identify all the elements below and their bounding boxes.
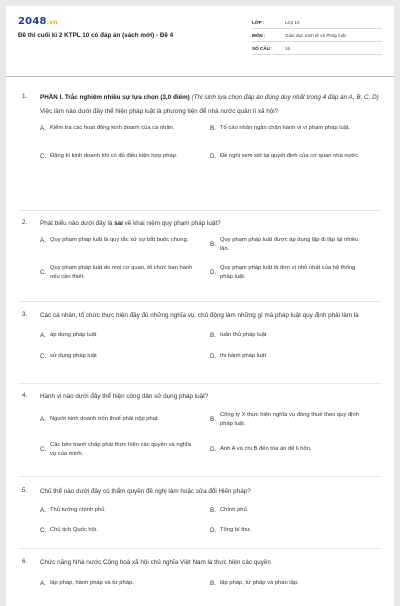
question-number: 2. [22,219,28,226]
section-title: PHẦN I. Trắc nghiệm nhiều sự lựa chọn (3,0 điểm) [40,94,190,101]
question-6 [6,558,394,597]
option-label: B. [210,331,216,339]
question-4 [6,392,394,471]
option-c[interactable] [40,441,210,458]
question-text-emphasis: sai [114,220,123,227]
option-label: B. [210,124,216,132]
meta-value: 16 [285,45,291,51]
question-number: 5. [22,487,28,494]
option-text: Thủ tướng chính phủ. [50,507,107,513]
option-label: C. [40,526,47,534]
options [40,496,380,546]
question-divider [18,548,382,549]
option-text: Tổng bí thư. [220,527,252,533]
option-b[interactable] [210,331,380,340]
question-text: Hành vi nào dưới đây thể hiện công dân sử dụng pháp luật? [40,393,209,400]
option-a[interactable] [40,415,210,424]
exam-sheet [6,6,394,606]
option-c[interactable] [40,352,210,361]
option-label: D. [210,526,217,534]
option-d[interactable] [210,352,380,361]
question-divider [18,301,382,302]
option-label: A. [40,506,46,514]
option-a[interactable] [40,236,210,245]
meta-value: Lớp 10 [285,19,300,25]
option-label: B. [210,506,216,514]
option-label: D. [210,269,217,276]
option-label: C. [40,446,47,453]
meta-row-class [252,16,382,29]
meta-row-subject [252,29,382,42]
question-text: Chủ thể nào dưới đây có thẩm quyền đề nghị làm hoặc sửa đổi Hiến pháp? [40,488,251,495]
question-divider [18,383,382,384]
option-d[interactable] [210,152,380,161]
logo-suffix: .vn [46,19,58,26]
option-text: sử dụng pháp luật [50,353,97,359]
meta-row-count [252,42,382,55]
option-text: Công ty X thực hiện nghĩa vụ đóng thuế theo quy định pháp luật. [220,412,359,427]
question-text: Chức năng Nhà nước Cộng hoà xã hội chủ nghĩa Việt Nam là thực hiện các quyền [40,559,271,566]
question-heading [40,93,380,102]
option-label: C. [40,352,47,360]
question-1 [6,93,394,186]
meta-key: SỐ CÂU : [252,45,273,51]
option-label: B. [210,579,216,587]
option-b[interactable] [210,579,380,588]
option-label: A. [40,236,46,244]
option-text: Quy phạm pháp luật là quy tắc xử sự bắt buộc chung. [50,237,189,243]
option-text: Đăng kí kinh doanh khi có đủ điều kiện hợp pháp. [50,153,178,159]
option-d[interactable] [210,264,380,281]
question-number: 3. [22,311,28,318]
question-divider [18,476,382,477]
option-b[interactable] [210,506,380,515]
options [40,320,380,370]
option-label: C. [40,152,47,160]
option-text: Chủ tịch Quốc hội. [50,527,98,533]
option-text: Chính phủ. [220,507,249,513]
option-text: áp dụng pháp luật [50,332,97,338]
options [40,116,380,186]
option-text: Kiểm tra các hoạt động kinh doanh của cá nhân. [50,125,175,131]
option-c[interactable] [40,526,210,535]
option-text: Đề nghị xem xét lại quyết định của cơ quan nhà nước. [220,153,360,159]
meta-key: MÔN : [252,32,266,38]
option-label: A. [40,579,46,587]
option-text: Quy phạm pháp luật là đơn vị nhỏ nhất của hệ thống pháp luật. [220,265,356,280]
question-number: 4. [22,392,28,399]
option-text: Quy phạm pháp luật do mọi cơ quan, tổ chức ban hành nếu cần thiết. [50,265,193,280]
option-c[interactable] [40,152,210,161]
question-text: Việc làm nào dưới đây thể hiện pháp luật là phương tiện để nhà nước quản lí xã hội? [40,108,279,115]
option-a[interactable] [40,124,210,133]
question-number: 6. [22,558,28,565]
option-text: lập pháp, hành pháp và tư pháp. [50,580,134,586]
meta-key: LỚP : [252,19,265,25]
page-title: Đề thi cuối kì 2 KTPL 10 có đáp án (sách mới) - Đề 4 [18,32,174,39]
option-label: B. [210,241,216,248]
options [40,401,380,471]
section-instruction: (Thí sinh lựa chọn đáp án đúng duy nhất trong 4 đáp án A, B, C, D) [191,94,379,101]
option-text: Quy phạm pháp luật được áp dụng lặp đi lặp lại nhiều lần. [220,237,359,252]
option-text: Anh A và chị B đến tòa án để li hôn. [220,446,312,452]
options [40,567,380,597]
option-b[interactable] [210,411,380,428]
question-text: Các cá nhân, tổ chức thực hiện đầy đủ những nghĩa vụ, chủ động làm những gì mà pháp luật quy định phải làm là [40,312,359,319]
exam-meta [252,16,382,55]
header-divider [6,76,394,77]
option-a[interactable] [40,579,210,588]
question-text-part: Phát biểu nào dưới đây là [40,220,115,227]
option-b[interactable] [210,236,380,253]
question-5 [6,487,394,546]
option-label: D. [210,445,217,453]
option-d[interactable] [210,445,380,454]
option-label: C. [40,269,47,276]
option-text: Các bên tranh chấp phải thực hiện các quyền và nghĩa vụ của mình. [50,442,191,457]
logo-text: 2048 [18,16,47,27]
option-text: lập pháp, tư pháp và phán lập. [220,580,299,586]
question-text-part: về khái niệm quy phạm pháp luật? [122,220,221,227]
meta-value: Giáo dục Kinh tế và Pháp luật [285,32,346,38]
question-2 [6,219,394,288]
question-text [40,219,380,228]
option-text: thi hành pháp luật [220,353,267,359]
option-text: Người kinh doanh trốn thuế phải nộp phạt. [50,416,160,422]
option-a[interactable] [40,331,210,340]
option-text: tuân thủ pháp luật [220,332,267,338]
option-text: Tố cáo nhân ngăn chặn hành vi vi phạm pháp luật. [220,125,351,131]
option-c[interactable] [40,264,210,281]
option-label: B. [210,416,216,423]
question-number: 1. [22,93,28,100]
option-label: D. [210,352,217,360]
option-label: A. [40,415,46,423]
option-label: D. [210,152,217,160]
option-a[interactable] [40,506,210,515]
option-d[interactable] [210,526,380,535]
options [40,228,380,288]
option-label: A. [40,124,46,132]
header [6,6,394,70]
question-3 [6,311,394,370]
option-label: A. [40,331,46,339]
option-b[interactable] [210,124,380,133]
question-divider [18,210,382,211]
